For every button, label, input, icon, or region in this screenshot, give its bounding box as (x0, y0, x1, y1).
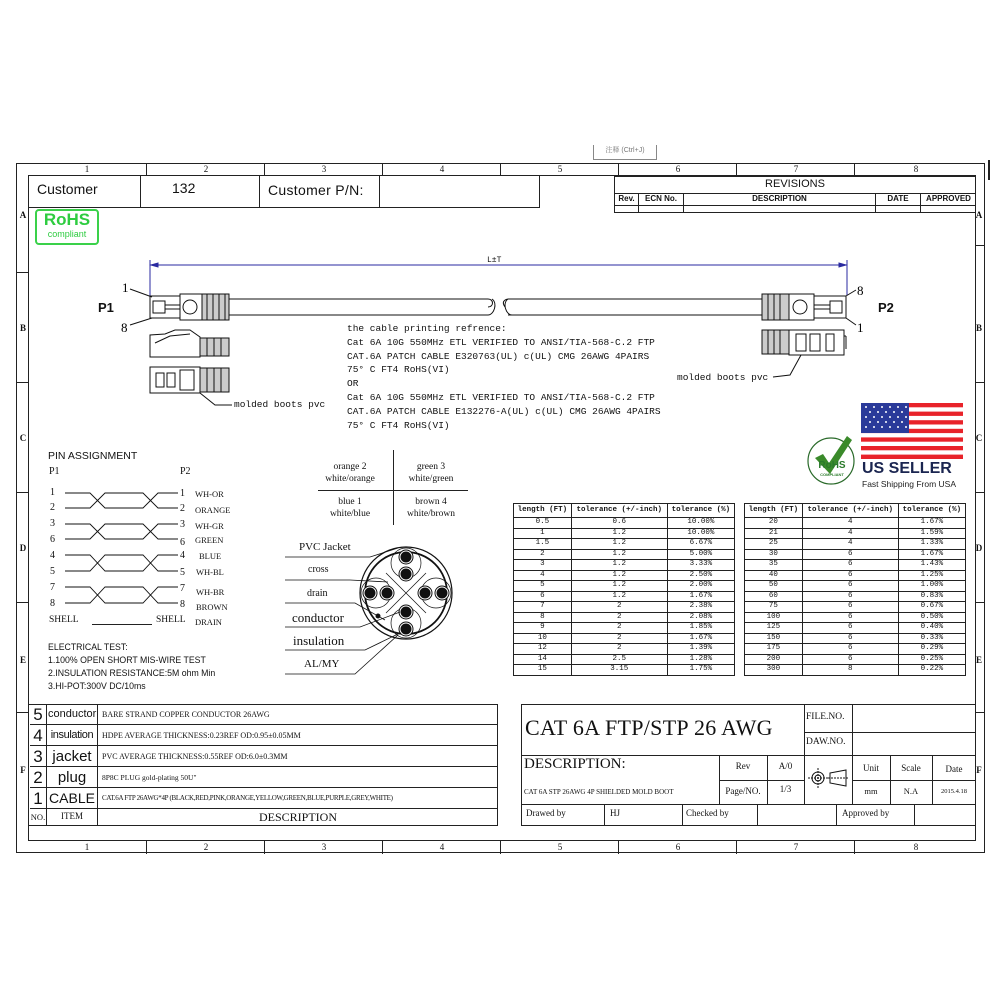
zone-row: F (976, 765, 982, 775)
date-value: 2015.4.18 (941, 788, 967, 795)
pair-brown (395, 496, 467, 520)
printing-line: Cat 6A 10G 550MHz ETL VERIFIED TO ANSI/TIA-568-C.2 FTP (347, 392, 655, 403)
pair-label: blue 1 (338, 497, 362, 507)
cable-body (228, 299, 762, 315)
p1-pin: SHELL (49, 615, 79, 625)
zone-col: 8 (854, 163, 977, 176)
pin-assignment-title: PIN ASSIGNMENT (48, 450, 138, 462)
label-cross: cross (308, 564, 329, 575)
p2-pin: 1 (180, 488, 185, 499)
zone-col: 7 (736, 841, 855, 854)
table-row: 20 4 1.67% (745, 518, 966, 529)
rohs-badge-title: RoHS (43, 210, 91, 229)
table-row: 60 6 0.83% (745, 591, 966, 602)
page-label: Page/NO. (725, 786, 761, 796)
zone-col: 2 (146, 841, 265, 854)
zone-col: 6 (618, 841, 737, 854)
zone-col: 1 (84, 164, 90, 174)
printing-line: CAT.6A PATCH CABLE E132276-A(UL) c(UL) CMG 26AWG 4PAIRS (347, 406, 661, 417)
bom-item: plug (57, 769, 87, 786)
wire-color: BLUE (199, 551, 222, 561)
pair-label: green 3 (416, 462, 446, 472)
bom-footer-desc: DESCRIPTION (258, 810, 337, 824)
bom-row (30, 746, 498, 767)
p2-pin: 8 (180, 599, 185, 610)
unit-value: mm (864, 786, 878, 796)
bom-row (30, 704, 498, 725)
electrical-test-title: ELECTRICAL TEST: (48, 642, 128, 653)
table-row: 150 6 0.33% (745, 633, 966, 644)
zone-row: C (975, 433, 983, 443)
table-row: 0.5 0.6 10.00% (514, 518, 735, 529)
p2-pin-bottom: 1 (857, 320, 864, 335)
wire-color: GREEN (195, 535, 224, 545)
zone-col: 3 (264, 841, 383, 854)
printing-line: Cat 6A 10G 550MHz ETL VERIFIED TO ANSI/TIA-568-C.2 FTP (347, 337, 655, 348)
table-row: 8 2 2.08% (514, 612, 735, 623)
electrical-test-item: 2.INSULATION RESISTANCE:5M ohm Min (48, 668, 216, 679)
table-row: 1 1.2 10.00% (514, 528, 735, 539)
table-row: 14 2.5 1.28% (514, 654, 735, 665)
zone-col: 5 (500, 163, 619, 176)
zone-col: 3 (264, 163, 383, 176)
p1-side-view (150, 330, 229, 357)
table-header-row (514, 504, 735, 518)
p1-label: P1 (98, 300, 114, 315)
p2-pin: 7 (180, 583, 185, 594)
printing-line: CAT.6A PATCH CABLE E320763(UL) c(UL) CMG 26AWG 4PAIRS (347, 351, 650, 362)
p1-pin: 2 (50, 502, 55, 513)
table-row: 4 1.2 2.50% (514, 570, 735, 581)
table-row: 75 6 0.67% (745, 602, 966, 613)
zone-col: 7 (736, 163, 855, 176)
p2-pin-top: 8 (857, 283, 864, 298)
p1-pin-top: 1 (122, 280, 129, 295)
p2-label: P2 (878, 300, 894, 315)
zone-row: C (19, 433, 27, 443)
label-al-my: AL/MY (304, 658, 340, 670)
customer-pn-label: Customer P/N: (268, 182, 364, 198)
zone-col: 6 (618, 163, 737, 176)
checked-by-value[interactable] (760, 805, 834, 825)
label-conductor: conductor (292, 610, 344, 625)
rohs-seal-sub: COMPLIANT (820, 472, 844, 477)
bom-desc: PVC AVERAGE THICKNESS:0.55REF OD:6.0±0.3MM (102, 752, 288, 761)
rev-label: Rev (735, 761, 751, 771)
wire-color: DRAIN (195, 617, 222, 627)
drawing-title: CAT 6A FTP/STP 26 AWG (525, 715, 773, 740)
pair-orange (310, 461, 390, 485)
wire-color: WH-OR (195, 489, 224, 499)
rohs-badge-subtitle: compliant (47, 229, 87, 239)
us-flag-icon (861, 403, 963, 459)
table-row: 300 8 0.22% (745, 665, 966, 676)
pair-label: brown 4 (415, 497, 447, 507)
p1-pin: 1 (50, 487, 55, 498)
us-seller-title: US SELLER (862, 460, 952, 477)
bom-no: 4 (33, 726, 43, 745)
electrical-test-item: 3.HI-POT:300V DC/10ms (48, 681, 146, 692)
table-row: 50 6 1.00% (745, 581, 966, 592)
table-row: 3 1.2 3.33% (514, 560, 735, 571)
customer-value: 132 (172, 180, 196, 196)
zone-row: E (975, 655, 982, 665)
table-header-row (745, 504, 966, 518)
daw-no-value[interactable] (853, 733, 975, 754)
daw-no-label: DAW.NO. (806, 737, 846, 747)
col-length: length (FT) (514, 504, 572, 518)
us-seller-badge (800, 400, 970, 492)
scale-value: N.A (903, 786, 919, 796)
zone-row: E (19, 655, 26, 665)
zone-row: A (975, 210, 983, 220)
rohs-seal-text: RoHS (818, 460, 846, 471)
bom-no: 5 (33, 705, 43, 724)
p2-bottom-view (762, 330, 846, 377)
table-row: 200 6 0.25% (745, 654, 966, 665)
length-dimension-line (150, 260, 847, 300)
checked-by-label: Checked by (686, 808, 729, 818)
bom-item: insulation (50, 729, 94, 741)
projection-symbol-icon (806, 766, 850, 790)
date-col-header: DATE (887, 194, 909, 203)
zone-row: D (975, 543, 983, 553)
rohs-check-icon (803, 430, 859, 486)
boot-label-left: molded boots pvc (234, 399, 326, 410)
pair-label: white/green (408, 474, 454, 484)
bom-no: 2 (33, 768, 43, 787)
electrical-test (48, 641, 215, 693)
electrical-test-item: 1.100% OPEN SHORT MIS-WIRE TEST (48, 655, 206, 666)
tolerance-table-short (513, 503, 735, 676)
zone-row: A (19, 210, 27, 220)
wire-color: WH-BR (196, 587, 225, 597)
table-row: 175 6 0.29% (745, 644, 966, 655)
zone-col: 4 (382, 163, 501, 176)
description-label: DESCRIPTION: (524, 756, 626, 772)
pair-blue (310, 496, 390, 520)
zone-row: B (19, 323, 26, 333)
zone-col: 8 (854, 841, 977, 854)
pair-label: orange 2 (333, 462, 367, 472)
p1-pin: 3 (50, 518, 55, 529)
bom-desc: CAT.6A FTP 26AWG*4P (BLACK,RED,PINK,ORANGE,YELLOW,GREEN,BLUE,PURPLE,GREY,WHITE) (102, 794, 393, 802)
drawed-by-label: Drawed by (526, 808, 566, 818)
approved-by-label: Approved by (842, 808, 890, 818)
zone-row: B (975, 323, 982, 333)
revisions-title: REVISIONS (765, 178, 825, 190)
table-row: 25 4 1.33% (745, 539, 966, 550)
pair-label: white/orange (325, 474, 375, 484)
description-col-header: DESCRIPTION (752, 194, 807, 203)
tolerance-table-long (744, 503, 966, 676)
rev-value: A/0 (778, 761, 793, 771)
p2-pin: 4 (180, 550, 185, 561)
pair-label: white/blue (329, 509, 371, 519)
p1-header: P1 (49, 466, 60, 477)
bom-item: jacket (52, 748, 92, 765)
approved-col-header: APPROVED (926, 194, 971, 203)
p1-pin: 6 (50, 534, 55, 545)
zone-col: 2 (146, 163, 265, 176)
length-label: L±T (487, 256, 502, 265)
zone-row: F (20, 765, 26, 775)
p2-header: P2 (180, 466, 191, 477)
bom-row (30, 725, 498, 746)
p2-connector (762, 290, 856, 325)
annotation-stamp: 注释 (Ctrl+J) (593, 145, 657, 160)
zone-row: D (19, 543, 27, 553)
table-row: 2 1.2 5.00% (514, 549, 735, 560)
table-row: 10 2 1.67% (514, 633, 735, 644)
file-no-value[interactable] (853, 705, 975, 731)
table-row: 30 6 1.67% (745, 549, 966, 560)
zone-col: 4 (382, 841, 501, 854)
wire-color: WH-BL (196, 567, 224, 577)
table-row: 21 4 1.59% (745, 528, 966, 539)
bom-footer-item: ITEM (61, 811, 83, 821)
p1-pin: 4 (50, 550, 55, 561)
p1-bottom-view (150, 367, 232, 405)
table-row: 9 2 1.85% (514, 623, 735, 634)
table-row: 125 6 0.40% (745, 623, 966, 634)
label-insulation: insulation (293, 633, 345, 648)
table-row: 5 1.2 2.00% (514, 581, 735, 592)
table-row: 6 1.2 1.67% (514, 591, 735, 602)
col-tolerance-inch: tolerance (+/-inch) (802, 504, 898, 518)
bom-desc: 8P8C PLUG gold-plating 50U" (102, 773, 197, 782)
pin-wiring-diagram (60, 485, 180, 625)
drawed-by-value: HJ (610, 808, 621, 818)
scale-label: Scale (901, 763, 921, 773)
label-drain: drain (307, 588, 328, 599)
cable-drawing (0, 0, 1000, 440)
col-tolerance-pct: tolerance (%) (667, 504, 734, 518)
page-value: 1/3 (779, 784, 792, 794)
pair-label: white/brown (406, 509, 456, 519)
wire-color: BROWN (196, 602, 228, 612)
p2-pin: 5 (180, 567, 185, 578)
label-pvc-jacket: PVC Jacket (299, 541, 351, 553)
rev-col-header: Rev. (618, 194, 635, 203)
ecn-col-header: ECN No. (645, 194, 677, 203)
p2-pin: 6 (180, 537, 185, 548)
p2-pin: 3 (180, 519, 185, 530)
table-row: 15 3.15 1.75% (514, 665, 735, 676)
table-row: 100 6 0.50% (745, 612, 966, 623)
wire-color: ORANGE (195, 505, 231, 515)
table-row: 40 6 1.25% (745, 570, 966, 581)
bom-item: conductor (48, 708, 97, 720)
customer-label: Customer (37, 181, 98, 197)
description-value: CAT 6A STP 26AWG 4P SHIELDED MOLD BOOT (524, 788, 674, 796)
bom-row (30, 767, 498, 788)
p1-pin: 7 (50, 582, 55, 593)
printing-line: 75° C FT4 RoHS(VI) (347, 420, 450, 431)
wire-color: WH-GR (195, 521, 224, 531)
boot-label-right: molded boots pvc (677, 372, 769, 383)
table-row: 35 6 1.43% (745, 560, 966, 571)
zone-col: 1 (84, 842, 90, 852)
p2-pin: 2 (180, 503, 185, 514)
table-row: 7 2 2.38% (514, 602, 735, 613)
p2-pin: SHELL (156, 615, 186, 625)
printing-line: 75° C FT4 RoHS(VI) (347, 364, 450, 375)
bom-no: 1 (33, 789, 43, 808)
p1-connector (130, 289, 229, 325)
bom-desc: HDPE AVERAGE THICKNESS:0.23REF OD:0.95±0.05MM (102, 731, 301, 740)
table-row: 12 2 1.39% (514, 644, 735, 655)
printing-line: the cable printing refrence: (347, 323, 507, 334)
bom-no: 3 (33, 747, 43, 766)
col-tolerance-inch: tolerance (+/-inch) (571, 504, 667, 518)
file-no-label: FILE.NO. (806, 712, 845, 722)
col-length: length (FT) (745, 504, 803, 518)
date-label: Date (945, 764, 963, 774)
unit-label: Unit (862, 763, 879, 773)
bom-desc: BARE STRAND COPPER CONDUCTOR 26AWG (102, 710, 270, 719)
bom-row (30, 788, 498, 809)
zone-col: 5 (500, 841, 619, 854)
bom-item: CABLE (49, 790, 95, 806)
p1-pin: 8 (50, 598, 55, 609)
approved-by-value[interactable] (916, 805, 974, 825)
printing-line: OR (347, 378, 359, 389)
p1-pin: 5 (50, 566, 55, 577)
bom-footer-no: NO. (30, 812, 46, 822)
table-row: 1.5 1.2 6.67% (514, 539, 735, 550)
pair-green (395, 461, 467, 485)
col-tolerance-pct: tolerance (%) (898, 504, 965, 518)
p1-pin-bottom: 8 (121, 320, 128, 335)
us-seller-subtitle: Fast Shipping From USA (862, 479, 957, 489)
